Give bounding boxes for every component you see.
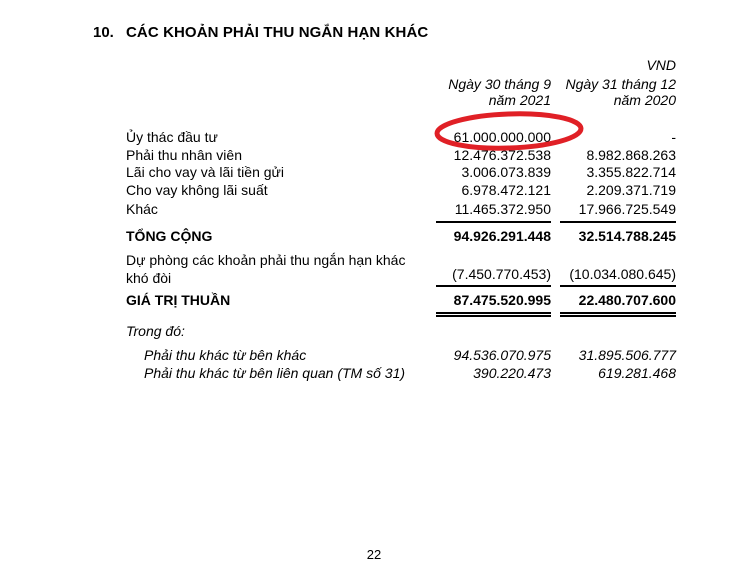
section-number: 10.: [93, 24, 114, 41]
row-value-2021: 12.476.372.538: [453, 146, 551, 163]
table-row: [126, 201, 676, 223]
row-label: Dự phòng các khoản phải thu ngắn hạn khác khó đòi: [126, 252, 406, 286]
column-header-spacer: [126, 76, 427, 108]
row-value-2020: 32.514.788.245: [578, 227, 676, 244]
row-label: Khác: [126, 201, 158, 217]
column-header-2021-line2: năm 2021: [488, 92, 551, 108]
row-label: Lãi cho vay và lãi tiền gửi: [126, 164, 285, 180]
table-row: [126, 129, 676, 147]
row-value-2020: 31.895.506.777: [578, 347, 676, 363]
row-value-2021: 3.006.073.839: [461, 164, 551, 180]
column-header-2020-line1: Ngày 31 tháng 12: [565, 76, 676, 92]
receivables-table: [126, 129, 676, 382]
table-row-provision: [126, 252, 676, 287]
row-label: Cho vay không lãi suất: [126, 181, 268, 198]
column-header-2020: [560, 76, 676, 108]
row-value-2020: 17.966.725.549: [560, 201, 676, 223]
table-row: [126, 347, 676, 365]
row-value-2021: 11.465.372.950: [436, 201, 551, 223]
row-value-2020: 22.480.707.600: [560, 292, 676, 314]
column-header-2020-line2: năm 2020: [613, 92, 676, 108]
row-label: GIÁ TRỊ THUẦN: [126, 292, 231, 308]
row-value-2021: 94.926.291.448: [453, 227, 551, 244]
row-value-2021: (7.450.770.453): [436, 266, 551, 288]
page-number: 22: [366, 547, 382, 562]
row-value-2020: 3.355.822.714: [586, 164, 676, 180]
column-header-2021: [436, 76, 551, 108]
table-column-headers: [126, 76, 676, 108]
table-row-total: [126, 228, 676, 246]
row-value-2021: 6.978.472.121: [461, 181, 551, 198]
row-value-2021: 390.220.473: [473, 364, 551, 381]
column-header-2021-line1: Ngày 30 tháng 9: [448, 76, 551, 92]
table-row: [126, 182, 676, 200]
row-label: Phải thu nhân viên: [126, 146, 242, 163]
row-value-2021: 87.475.520.995: [436, 292, 551, 314]
section-title: CÁC KHOẢN PHẢI THU NGẮN HẠN KHÁC: [126, 24, 429, 41]
row-label: Phải thu khác từ bên khác: [144, 347, 307, 363]
table-row: [126, 164, 676, 182]
row-value-2020: 8.982.868.263: [586, 146, 676, 163]
table-row: [126, 365, 676, 383]
row-label: Phải thu khác từ bên liên quan (TM số 31): [144, 364, 406, 381]
row-value-2020: 619.281.468: [598, 364, 676, 381]
table-row-inwhich: [126, 323, 676, 341]
row-value-2020: -: [671, 129, 676, 145]
row-value-2021: [436, 323, 551, 341]
row-value-2020: 2.209.371.719: [586, 181, 676, 198]
table-row: [126, 147, 676, 165]
row-value-2020: [560, 323, 676, 341]
row-label: Ủy thác đầu tư: [126, 129, 218, 145]
row-value-2021: 61.000.000.000: [453, 129, 551, 145]
row-value-2020: (10.034.080.645): [560, 266, 676, 288]
row-value-2021: 94.536.070.975: [453, 347, 551, 363]
row-label: Trong đó:: [126, 322, 185, 339]
currency-label: VND: [646, 57, 676, 73]
table-row-net-value: [126, 292, 676, 314]
row-label: TỔNG CỘNG: [126, 227, 213, 244]
